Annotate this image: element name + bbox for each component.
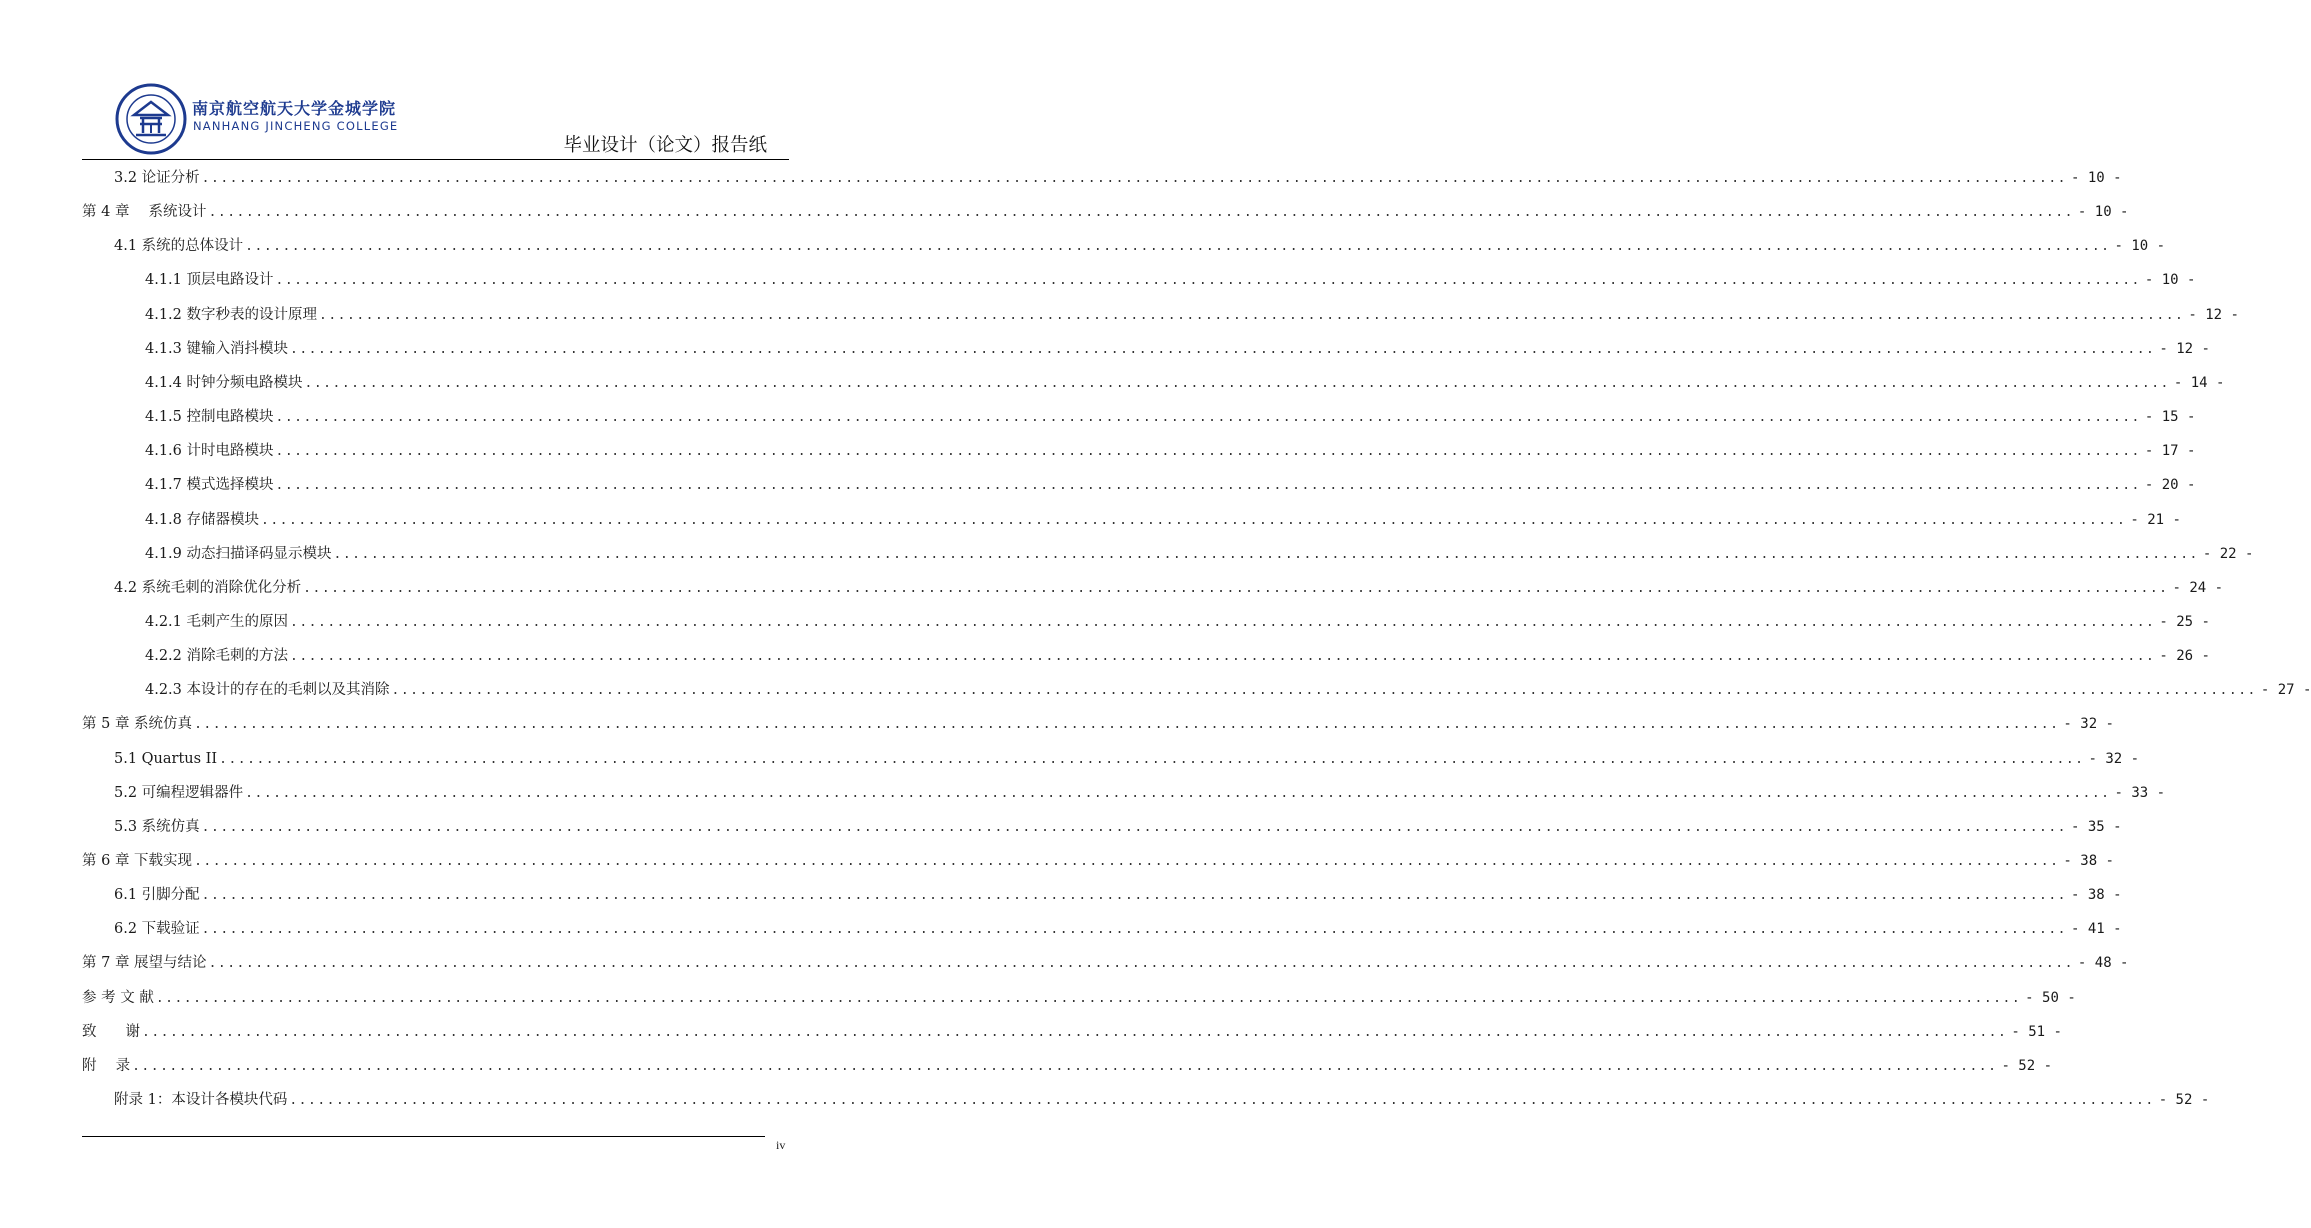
toc-leader-dots: ........................................................................................................................................................................................................	[333, 546, 2199, 562]
toc-entry-page: - 17 -	[2144, 443, 2196, 460]
toc-entry-page: - 14 -	[2173, 374, 2225, 391]
toc-entry-title: 致 谢	[82, 1023, 140, 1040]
toc-leader-dots: ........................................................................................................................................................................................................	[275, 410, 2141, 426]
toc-leader-dots: ........................................................................................................................................................................................................	[261, 512, 2127, 528]
toc-entry[interactable]	[145, 268, 2196, 292]
toc-leader-dots: ........................................................................................................................................................................................................	[319, 307, 2185, 323]
toc-entry-page: - 41 -	[2071, 921, 2122, 938]
toc-entry-title: 第 4 章 系统设计	[82, 204, 207, 221]
toc-entry-page: - 38 -	[2063, 853, 2114, 869]
toc-entry[interactable]	[114, 917, 2122, 941]
toc-entry[interactable]	[82, 986, 2076, 1010]
toc-entry[interactable]	[145, 542, 2254, 566]
toc-entry-title: 4.2.1 毛刺产生的原因	[145, 613, 289, 630]
toc-leader-dots: ........................................................................................................................................................................................................	[142, 1024, 2008, 1040]
toc-entry-page: - 26 -	[2159, 648, 2210, 665]
toc-entry-page: - 38 -	[2071, 887, 2122, 904]
toc-entry-page: - 35 -	[2071, 818, 2122, 835]
toc-entry[interactable]	[145, 337, 2210, 361]
page-header	[82, 78, 789, 160]
toc-entry[interactable]	[145, 508, 2181, 532]
document-title: 毕业设计（论文）报告纸	[563, 135, 767, 156]
toc-entry-title: 4.1.3 键输入消抖模块	[145, 340, 289, 357]
toc-entry[interactable]	[145, 473, 2196, 497]
toc-entry-page: - 33 -	[2114, 784, 2166, 801]
toc-entry[interactable]	[145, 644, 2210, 668]
toc-entry-title: 5.3 系统仿真	[114, 818, 200, 835]
toc-leader-dots: ........................................................................................................................................................................................................	[391, 683, 2257, 699]
toc-entry[interactable]	[82, 849, 2114, 873]
toc-leader-dots: ........................................................................................................................................................................................................	[194, 854, 2060, 869]
toc-entry-page: - 15 -	[2144, 409, 2196, 426]
toc-entry[interactable]	[82, 951, 2129, 975]
toc-entry-title: 5.1 Quartus II	[114, 750, 218, 767]
toc-entry-title: 4.1.8 存储器模块	[145, 511, 260, 528]
toc-entry-title: 附录 1：本设计各模块代码	[114, 1092, 288, 1109]
toc-entry-page: - 10 -	[2077, 204, 2129, 221]
college-seal-icon	[115, 83, 187, 155]
toc-entry-page: - 52 -	[2158, 1092, 2210, 1109]
toc-entry-title: 4.2.2 消除毛刺的方法	[145, 648, 289, 665]
toc-entry-title: 第 5 章 系统仿真	[82, 716, 193, 733]
college-name-en: NANHANG JINCHENG COLLEGE	[193, 119, 399, 133]
toc-entry-title: 4.1.4 时钟分频电路模块	[145, 374, 303, 391]
toc-leader-dots: ........................................................................................................................................................................................................	[201, 819, 2068, 835]
toc-leader-dots: ........................................................................................................................................................................................................	[194, 717, 2060, 733]
toc-entry[interactable]	[145, 405, 2196, 429]
toc-entry-title: 4.1.9 动态扫描译码显示模块	[145, 545, 332, 562]
toc-leader-dots: ........................................................................................................................................................................................................	[290, 649, 2156, 665]
header-divider	[82, 159, 789, 160]
toc-leader-dots: ........................................................................................................................................................................................................	[219, 751, 2085, 767]
toc-leader-dots: ........................................................................................................................................................................................................	[245, 239, 2111, 255]
toc-entry-page: - 32 -	[2063, 716, 2114, 733]
toc-entry-page: - 48 -	[2077, 955, 2129, 972]
toc-leader-dots: ........................................................................................................................................................................................................	[304, 375, 2170, 391]
toc-entry-page: - 12 -	[2159, 340, 2210, 357]
toc-leader-dots: ........................................................................................................................................................................................................	[245, 785, 2111, 801]
toc-entry[interactable]	[114, 781, 2166, 805]
toc-entry-page: - 32 -	[2088, 750, 2140, 767]
toc-entry-page: - 27 -	[2260, 682, 2311, 699]
toc-entry[interactable]	[145, 371, 2225, 395]
toc-entry-title: 第 7 章 展望与结论	[82, 955, 207, 972]
toc-entry-page: - 52 -	[2001, 1057, 2053, 1074]
toc-entry-title: 4.1.6 计时电路模块	[145, 443, 274, 460]
toc-entry-title: 参 考 文 献	[82, 989, 154, 1006]
toc-entry[interactable]	[114, 815, 2122, 839]
toc-leader-dots: ........................................................................................................................................................................................................	[275, 273, 2141, 289]
toc-entry-page: - 12 -	[2188, 306, 2239, 323]
toc-entry-title: 4.1.1 顶层电路设计	[145, 272, 274, 289]
toc-entry-title: 5.2 可编程逻辑器件	[114, 784, 244, 801]
toc-entry[interactable]	[145, 678, 2311, 702]
page-number: iv	[776, 1138, 786, 1152]
toc-entry-title: 4.1.2 数字秒表的设计原理	[145, 306, 318, 323]
toc-entry-title: 6.2 下载验证	[114, 921, 200, 938]
toc-entry[interactable]	[82, 200, 2129, 224]
toc-leader-dots: ........................................................................................................................................................................................................	[290, 341, 2156, 357]
toc-entry-page: - 10 -	[2114, 238, 2166, 255]
toc-entry[interactable]	[114, 166, 2122, 190]
toc-entry[interactable]	[145, 610, 2210, 634]
toc-entry[interactable]	[145, 303, 2239, 327]
toc-leader-dots: ........................................................................................................................................................................................................	[201, 888, 2068, 904]
toc-entry[interactable]	[114, 234, 2166, 258]
toc-entry-title: 4.1.5 控制电路模块	[145, 409, 274, 426]
toc-entry[interactable]	[114, 747, 2140, 771]
toc-leader-dots: ........................................................................................................................................................................................................	[201, 171, 2068, 186]
toc-leader-dots: ........................................................................................................................................................................................................	[290, 614, 2156, 630]
toc-entry-page: - 21 -	[2130, 511, 2181, 528]
toc-leader-dots: ........................................................................................................................................................................................................	[303, 580, 2169, 596]
toc-leader-dots: ........................................................................................................................................................................................................	[208, 956, 2074, 972]
toc-entry-page: - 50 -	[2025, 989, 2076, 1006]
toc-leader-dots: ........................................................................................................................................................................................................	[201, 922, 2068, 938]
toc-entry[interactable]	[82, 1020, 2062, 1044]
toc-entry[interactable]	[114, 1088, 2210, 1112]
college-name-cn: 南京航空航天大学金城学院	[192, 99, 397, 118]
toc-leader-dots: ........................................................................................................................................................................................................	[275, 444, 2141, 460]
toc-leader-dots: ........................................................................................................................................................................................................	[155, 990, 2022, 1006]
toc-entry-title: 4.2 系统毛刺的消除优化分析	[114, 579, 302, 596]
toc-entry-title: 4.1 系统的总体设计	[114, 238, 244, 255]
toc-entry-page: - 24 -	[2172, 579, 2224, 596]
toc-leader-dots: ........................................................................................................................................................................................................	[275, 478, 2141, 494]
toc-entry-page: - 10 -	[2071, 170, 2122, 186]
toc-entry[interactable]	[82, 712, 2114, 736]
toc-entry-title: 4.1.7 模式选择模块	[145, 477, 274, 494]
toc-entry-title: 第 6 章 下载实现	[82, 853, 193, 869]
toc-entry-page: - 51 -	[2011, 1023, 2062, 1040]
toc-entry[interactable]	[145, 439, 2196, 463]
toc-entry-title: 6.1 引脚分配	[114, 887, 200, 904]
toc-entry-title: 附 录	[82, 1057, 131, 1074]
toc-entry[interactable]	[114, 883, 2122, 907]
toc-entry-title: 3.2 论证分析	[114, 170, 200, 186]
toc-entry-page: - 25 -	[2159, 613, 2210, 630]
toc-entry-title: 4.2.3 本设计的存在的毛刺以及其消除	[145, 682, 390, 699]
toc-entry-page: - 10 -	[2144, 272, 2196, 289]
toc-entry-page: - 20 -	[2144, 477, 2196, 494]
toc-leader-dots: ........................................................................................................................................................................................................	[208, 205, 2074, 221]
toc-entry-page: - 22 -	[2202, 545, 2254, 562]
footer-divider	[82, 1136, 765, 1137]
toc-entry[interactable]	[82, 1054, 2053, 1078]
toc-entry[interactable]	[114, 576, 2224, 600]
toc-leader-dots: ........................................................................................................................................................................................................	[132, 1058, 1998, 1074]
toc-leader-dots: ........................................................................................................................................................................................................	[289, 1093, 2155, 1109]
